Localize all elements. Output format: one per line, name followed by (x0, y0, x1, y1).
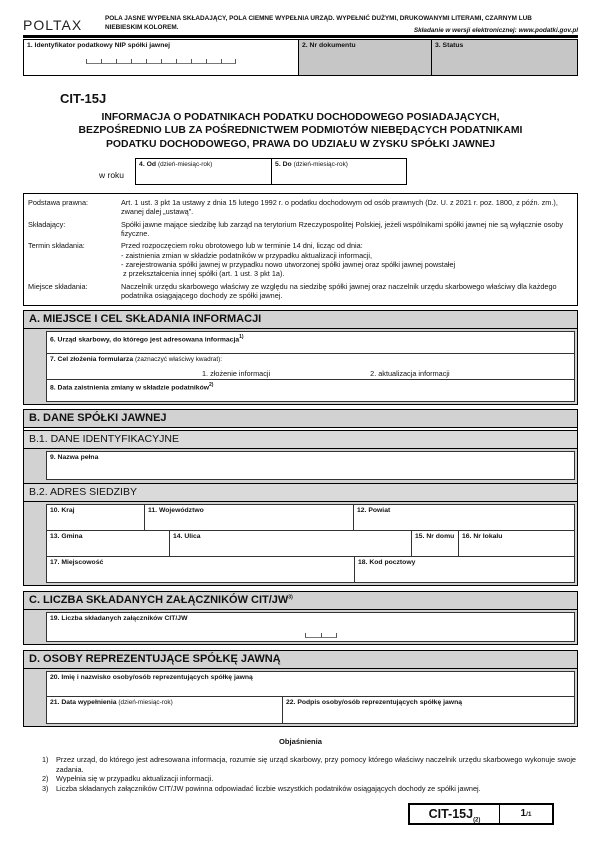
attachments-comb-input[interactable] (305, 633, 337, 638)
footnote-text: Liczba składanych załączników CIT/JW powinna odpowiadać liczbie wszystkich podatników osiągających dochody ze spółki jawnej. (56, 783, 481, 793)
footnote-marker: 2) (42, 774, 49, 784)
purpose-label: 7. Cel złożenia formularza (zaznaczyć właściwy kwadrat): (50, 356, 223, 364)
date-to-label: 5. Do (dzień-miesiąc-rok) (275, 161, 348, 169)
footnote-text: Przez urząd, do którego jest adresowana informacja, rozumie się urząd skarbowy, przy pomocy którego właściwy naczelnik urzędu skarbowego wykonuje swoje zadania. (56, 755, 576, 774)
postal-code-field[interactable] (354, 556, 575, 583)
signature-row (46, 697, 575, 724)
house-number-field[interactable] (411, 530, 459, 557)
legal-text: Art. 1 ust. 3 pkt 1a ustawy z dnia 15 lutego 1992 r. o podatku dochodowym od osób prawnych (Dz. U. z 2021 r. poz. 1800, z późn. zm.), zwanej dalej „ustawą”. (121, 198, 558, 217)
address-row-3 (46, 556, 575, 583)
footnote-2 (23, 774, 578, 783)
footnotes-heading: Objaśnienia (278, 737, 323, 747)
option-submission[interactable]: 1. złożenie informacji (202, 368, 271, 378)
footnote-text: Wypełnia się w przypadku aktualizacji informacji. (56, 774, 214, 784)
legal-text: Naczelnik urzędu skarbowego właściwy ze względu na siedzibę spółki jawnej oraz naczelnik urzędu skarbowego właściwy dla każdego podatnika osiągającego dochody ze spółki jawnej. (121, 281, 557, 301)
city-label: 17. Miejscowość (50, 559, 104, 567)
doc-number-label: 2. Nr dokumentu (302, 41, 356, 49)
header-rule (23, 35, 578, 38)
footnotes (23, 737, 578, 793)
attachments-count-label: 19. Liczba składanych załączników CIT/JW (50, 615, 188, 623)
commune-label: 13. Gmina (50, 533, 83, 541)
id-fields-row (23, 39, 578, 76)
year-row (23, 158, 578, 185)
apartment-number-field[interactable] (458, 530, 575, 557)
form-footer (408, 803, 554, 825)
section-c-header: C. LICZBA SKŁADANYCH ZAŁĄCZNIKÓW CIT/JW$^{3)}$ (24, 592, 577, 610)
apartment-number-label: 16. Nr lokalu (462, 533, 503, 541)
street-field[interactable] (169, 530, 412, 557)
efiling-note: Składanie w wersji elektronicznej: www.podatki.gov.pl (413, 26, 578, 34)
address-row-2 (46, 530, 575, 557)
attachments-count-field[interactable] (46, 612, 575, 642)
fill-date-field[interactable] (46, 696, 283, 724)
section-b-header: B. DANE SPÓŁKI JAWNEJ (24, 410, 577, 428)
status-field (431, 40, 577, 75)
legal-label: Miejsce składania: (28, 281, 88, 291)
nip-field[interactable] (24, 40, 298, 75)
voivodeship-label: 11. Województwo (148, 507, 204, 515)
filer-row (28, 220, 572, 239)
footer-form-code: CIT-$15J_{(2)}$ (410, 805, 500, 823)
legal-label: Termin składania: (28, 241, 85, 251)
legal-basis-row (28, 198, 572, 217)
legal-label: Podstawa prawna: (28, 198, 89, 208)
form-code: CIT-15J (60, 90, 107, 106)
poltax-brand: POLTAX (23, 17, 83, 33)
purpose-field (46, 353, 575, 380)
section-d (23, 650, 578, 727)
section-c (23, 591, 578, 645)
form-title-line2: BEZPOŚREDNIO LUB ZA POŚREDNICTWEM PODMIOTÓW NIEBĘDĄCYCH PODATNIKAMI (78, 125, 523, 137)
option-update[interactable]: 2. aktualizacja informacji (370, 368, 450, 378)
footnote-marker: 3) (42, 783, 49, 793)
date-from-field[interactable] (136, 159, 271, 184)
section-a-header: A. MIEJSCE I CEL SKŁADANIA INFORMACJI (24, 311, 577, 329)
form-header (23, 14, 578, 34)
signature-label: 22. Podpis osoby/osób reprezentujących spółkę jawną (286, 699, 463, 707)
representatives-names-label: 20. Imię i nazwisko osoby/osób reprezentujących spółkę jawną (50, 674, 253, 682)
tax-office-field[interactable] (46, 331, 575, 354)
form-title-line3: PODATKU DOCHODOWEGO, PRAWA DO UDZIAŁU W ZYSKU SPÓŁKI JAWNEJ (105, 138, 496, 150)
country-field[interactable] (46, 504, 145, 531)
signature-field[interactable] (282, 696, 575, 724)
status-label: 3. Status (435, 41, 464, 49)
legal-text: Przed rozpoczęciem roku obrotowego lub w terminie 14 dni, licząc od dnia: - zaistnienia zmian w składzie podatników w przypadku aktualizacji informacji, - zarejestrowania spółki jawnej w przypadku nowo utworzonej spółki jawnej oraz spółki jawnej powstałej z przekształcenia innej spółki (art. 1 ust. 3 pkt 1a). (121, 241, 456, 279)
fill-instruction: POLA JASNE WYPEŁNIA SKŁADAJĄCY, POLA CIEMNE WYPEŁNIA URZĄD. WYPEŁNIĆ DUŻYMI, DRUKOWANYMI LITERAMI, CZARNYM LUB NIEBIESKIM KOLOREM. (105, 15, 532, 32)
city-field[interactable] (46, 556, 355, 583)
deadline-row (28, 241, 572, 278)
date-from-label: 4. Od (dzień-miesiąc-rok) (139, 161, 213, 169)
doc-number-field (298, 40, 431, 75)
fill-date-label: 21. Data wypełnienia (dzień-miesiąc-rok) (50, 699, 173, 707)
house-number-label: 15. Nr domu (415, 533, 455, 541)
address-row-1 (46, 504, 575, 531)
section-b1-header: B.1. DANE IDENTYFIKACYJNE (24, 430, 577, 449)
footnote-1 (23, 755, 578, 774)
nip-field-label: 1. Identyfikator podatkowy NIP spółki jawnej (27, 41, 171, 49)
change-date-field[interactable] (46, 379, 575, 402)
country-label: 10. Kraj (50, 507, 75, 515)
legal-text: Spółki jawne mające siedzibę lub zarząd na terytorium Rzeczypospolitej Polskiej, jeżeli wspólnikami spółki jawnej nie są wyłącznie osoby fizyczne. (121, 219, 564, 239)
place-row (28, 282, 572, 301)
footnote-3 (23, 784, 578, 793)
legal-info-table (23, 193, 578, 306)
section-b2-header: B.2. ADRES SIEDZIBY (24, 483, 577, 502)
section-a (23, 310, 578, 405)
county-field[interactable] (353, 504, 575, 531)
street-label: 14. Ulica (173, 533, 201, 541)
representatives-names-field[interactable] (46, 671, 575, 697)
footnote-marker: 1) (42, 755, 49, 765)
legal-label: Składający: (28, 219, 66, 229)
section-d-header: D. OSOBY REPREZENTUJĄCE SPÓŁKĘ JAWNĄ (24, 651, 577, 669)
full-name-field[interactable] (46, 451, 575, 480)
tax-office-label: 6. Urząd skarbowy, do którego jest adresowana informacja$^{1)}$ (50, 334, 244, 344)
nip-comb-input[interactable] (86, 59, 298, 64)
change-date-label: 8. Data zaistnienia zmiany w składzie podatników$^{2)}$ (50, 382, 214, 392)
section-b (23, 409, 578, 586)
voivodeship-field[interactable] (144, 504, 354, 531)
year-range-boxes (135, 158, 407, 185)
full-name-label: 9. Nazwa pełna (50, 454, 99, 462)
year-label: w roku (99, 170, 125, 181)
commune-field[interactable] (46, 530, 170, 557)
date-to-field[interactable] (271, 159, 406, 184)
form-title (23, 111, 578, 152)
form-title-line1: INFORMACJA O PODATNIKACH PODATKU DOCHODOWEGO POSIADAJĄCYCH, (101, 111, 500, 123)
postal-code-label: 18. Kod pocztowy (358, 559, 416, 567)
footer-page-number: 1/1 (520, 808, 532, 819)
county-label: 12. Powiat (357, 507, 391, 515)
